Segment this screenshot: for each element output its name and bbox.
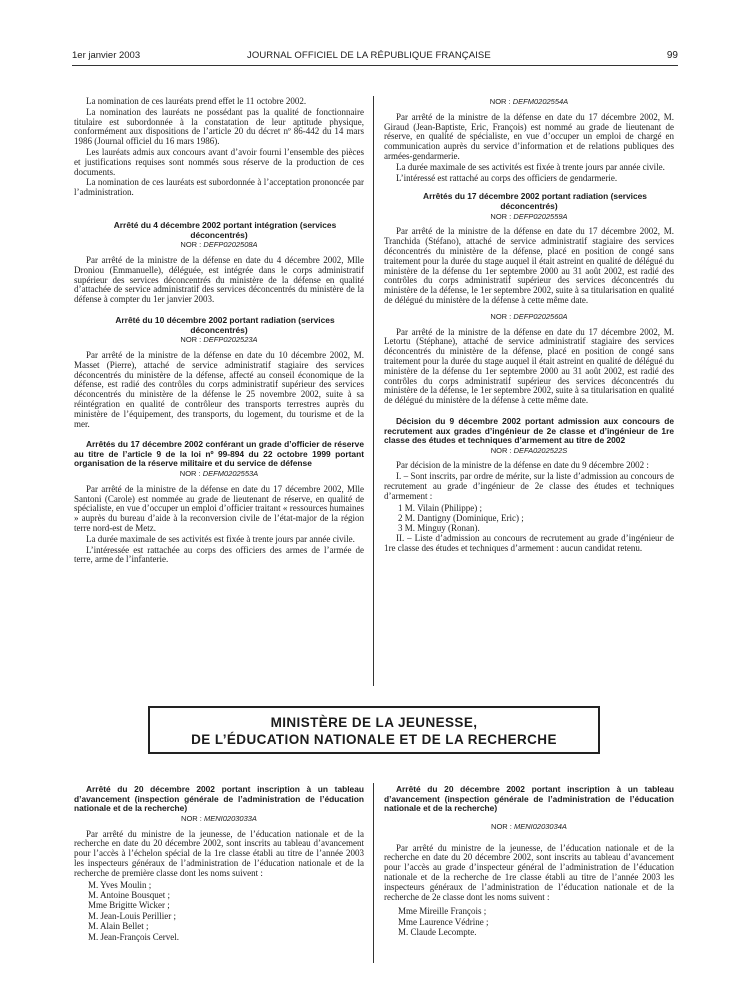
decision-title: Décision du 9 décembre 2002 portant admission aux concours de recrutement aux grades d’ingénieur de 2e classe et d’ingénieur de 1re classe des études et techniques d’armement au titre de 2002 — [384, 415, 674, 446]
list-item: M. Jean-Louis Perillier ; — [88, 910, 176, 921]
list-item: M. Yves Moulin ; — [88, 879, 152, 890]
nor-reference: NOR : DEFM0202553A — [179, 469, 259, 479]
column-divider — [373, 783, 374, 963]
paragraph: Les lauréats admis aux concours avant d’avoir fourni l’ensemble des pièces et justifications requises sont nommés sous réserve de la production de ces documents. — [74, 146, 364, 177]
paragraph: Par arrêté de la ministre de la défense en date du 17 décembre 2002, Mlle Santoni (Carole) est nommée au grade de lieutenant de réserve, en qualité de spécialiste, en vue d’occuper un emploi d’officier traitant « ressources humaines » auprès du bureau d’aide à la reconversion civile de l’état-major de la région terre nord-est de Metz. — [74, 483, 364, 534]
column-divider — [373, 96, 374, 686]
list-item: M. Jean-François Cervel. — [88, 931, 179, 942]
left-column — [74, 97, 364, 566]
list-item: Mme Laurence Védrine ; — [398, 916, 489, 927]
paragraph: Par arrêté de la ministre de la défense en date du 17 décembre 2002, M. Letortu (Stéphane), attaché de service administratif stagiaire des services déconcentrés du ministère de la défense, placé en position de congé sans traitement pour la durée du stage auquel il était astreint en qualité de délégué du ministère de la défense du 1er septembre 2000 au 31 août 2002, est radié des contrôles du corps administratif supérieur des services déconcentrés du ministère de la défense, le 1er septembre 2002, suite à sa titularisation en qualité de délégué du ministère de la défense à cette même date. — [384, 326, 674, 406]
paragraph: Par décision de la ministre de la défense en date du 9 décembre 2002 : — [396, 460, 649, 471]
nor-reference: NOR : DEFP0202523A — [180, 335, 258, 345]
arrete-title: Arrêté du 20 décembre 2002 portant inscription à un tableau d’avancement (inspection générale de l’administration de l’éducation nationale et de la recherche) — [384, 784, 674, 814]
paragraph: Par arrêté de la ministre de la défense en date du 4 décembre 2002, Mlle Droniou (Emmanuelle), déléguée, est intégrée dans le corps administratif supérieur des services déconcentrés du ministère de la défense en qualité d’attachée de service administratif des services déconcentrés du ministère de la défense à compter du 1er janvier 2003. — [74, 254, 364, 305]
paragraph: Par arrêté du ministre de la jeunesse, de l’éducation nationale et de la recherche en date du 20 décembre 2002, sont inscrits au tableau d’avancement pour l’accès à l’échelon spécial de la 1re classe établi au titre de l’année 2003 les inspecteurs généraux de l’administration de l’éducation nationale et de la recherche de première classe dont les noms suivent : — [74, 828, 364, 878]
names-list — [384, 906, 674, 937]
nor-reference: NOR : DEFP0202508A — [180, 240, 258, 250]
nor-reference: NOR : MENI0203034A — [491, 821, 567, 831]
nor-reference: NOR : MENI0203033A — [181, 813, 257, 823]
arrete-title: Arrêté du 10 décembre 2002 portant radiation (services déconcentrés) — [115, 314, 335, 335]
list-item: M. Antoine Bousquet ; — [88, 889, 171, 900]
names-list — [74, 880, 364, 942]
journal-title: JOURNAL OFFICIEL DE LA RÉPUBLIQUE FRANÇAISE — [247, 50, 491, 61]
list-item: 2 M. Dantigny (Dominique, Eric) ; — [398, 513, 524, 524]
nor-reference: NOR : DEFP0202559A — [490, 211, 568, 221]
arrete-title: Arrêtés du 17 décembre 2002 conférant un grade d’officier de réserve au titre de l’article 9 de la loi nº 99-894 du 22 octobre 1999 portant organisation de la réserve militaire et du service de défense — [74, 439, 364, 469]
header-rule — [72, 65, 678, 66]
page-number: 99 — [666, 50, 678, 61]
edu-left-column — [74, 785, 364, 942]
nor-reference: NOR : DEFA0202522S — [490, 445, 568, 455]
edu-right-column — [384, 785, 674, 938]
paragraph: L’intéressée est rattachée au corps des officiers des armes de l’armée de terre, arme de l’infanterie. — [74, 544, 364, 565]
paragraph: II. – Liste d’admission au concours de recrutement au grade d’ingénieur de 1re classe des études et techniques d’armement : aucun candidat retenu. — [384, 532, 674, 553]
paragraph: Par arrêté du ministre de la jeunesse, de l’éducation nationale et de la recherche en date du 20 décembre 2002, sont inscrits au tableau d’avancement pour l’accès au grade d’inspecteur général de l’administration de l’éducation nationale et de la recherche de 1re classe établi au titre de l’année 2003 les inspecteurs généraux de l’administration de l’éducation nationale et de la recherche de 2e classe dont les noms suivent : — [384, 842, 674, 902]
paragraph: La nomination de ces lauréats prend effet le 11 octobre 2002. — [86, 96, 307, 106]
arrete-title: Arrêté du 20 décembre 2002 portant inscription à un tableau d’avancement (inspection générale de l’administration de l’éducation nationale et de la recherche) — [74, 784, 364, 814]
paragraph: La nomination de ces lauréats est subordonnée à l’acceptation prononcée par l’administration. — [74, 177, 364, 198]
paragraph: Par arrêté de la ministre de la défense en date du 10 décembre 2002, M. Masset (Pierre), attaché de service administratif stagiaire des services déconcentrés du ministère de la défense, affecté au conseil économique de la défense, est radié des contrôles du corps administratif supérieur des services déconcentrés du ministère de la défense le 25 novembre 2002, suite à sa réintégration en qualité de contrôleur des transports terrestres auprès du ministère de l’équipement, des transports, du logement, du tourisme et de la mer. — [74, 349, 364, 429]
ministry-line-1: MINISTÈRE DE LA JEUNESSE, — [270, 715, 478, 730]
list-item: Mme Brigitte Wicker ; — [88, 900, 170, 911]
list-item: 3 M. Minguy (Ronan). — [398, 523, 480, 534]
list-item: M. Alain Bellet ; — [88, 921, 149, 932]
admitted-list — [384, 503, 674, 534]
paragraph: La durée maximale de ses activités est fixée à trente jours par année civile. — [86, 533, 355, 544]
header-date: 1er janvier 2003 — [72, 50, 141, 61]
paragraph: La durée maximale de ses activités est fixée à trente jours par année civile. — [396, 161, 665, 172]
arrete-title: Arrêté du 4 décembre 2002 portant intégration (services déconcentrés) — [113, 219, 337, 240]
list-item: Mme Mireille François ; — [398, 906, 487, 917]
arrete-title: Arrêtés du 17 décembre 2002 portant radiation (services déconcentrés) — [423, 191, 647, 211]
paragraph: Par arrêté de la ministre de la défense en date du 17 décembre 2002, M. Tranchida (Stéfano), attaché de service administratif stagiaire des services déconcentrés du ministère de la défense, placé en position de congé sans traitement pour la durée du stage auquel il était astreint en qualité de délégué du ministère de la défense du 1er septembre 2000 au 31 août 2002, est radié des contrôles du corps administratif supérieur des services déconcentrés du ministère de la défense, le 1er septembre 2002, suite à sa titularisation en qualité de délégué du ministère de la défense à cette même date. — [384, 226, 674, 305]
right-column — [384, 97, 674, 554]
paragraph: L’intéressé est rattaché au corps des officiers de gendarmerie. — [396, 172, 618, 183]
nor-reference: NOR : DEFM0202554A — [489, 97, 569, 106]
paragraph: Par arrêté de la ministre de la défense en date du 17 décembre 2002, M. Giraud (Jean-Baptiste, Eric, François) est nommé au grade de lieutenant de réserve, en qualité de spécialiste, en vue d’occuper un emploi de chargé en communication auprès du service d’information et de relations publiques des armées-gendarmerie. — [384, 111, 674, 161]
list-item: 1 M. Vilain (Philippe) ; — [398, 502, 483, 513]
list-item: M. Claude Lecompte. — [398, 927, 477, 938]
ministry-heading — [148, 706, 600, 754]
nor-reference: NOR : DEFP0202560A — [490, 311, 568, 321]
ministry-line-2: DE L’ÉDUCATION NATIONALE ET DE LA RECHERCHE — [191, 732, 557, 747]
paragraph: La nomination des lauréats ne possédant pas la qualité de fonctionnaire titulaire est subordonnée à la constatation de leur aptitude physique, conformément aux dispositions de l’article 20 du décret nº 86-442 du 14 mars 1986 (Journal officiel du 16 mars 1986). — [74, 106, 364, 147]
paragraph: I. – Sont inscrits, par ordre de mérite, sur la liste d’admission au concours de recrutement au grade d’ingénieur de 2e classe des études et techniques d’armement : — [384, 471, 674, 501]
page-header — [72, 50, 678, 66]
